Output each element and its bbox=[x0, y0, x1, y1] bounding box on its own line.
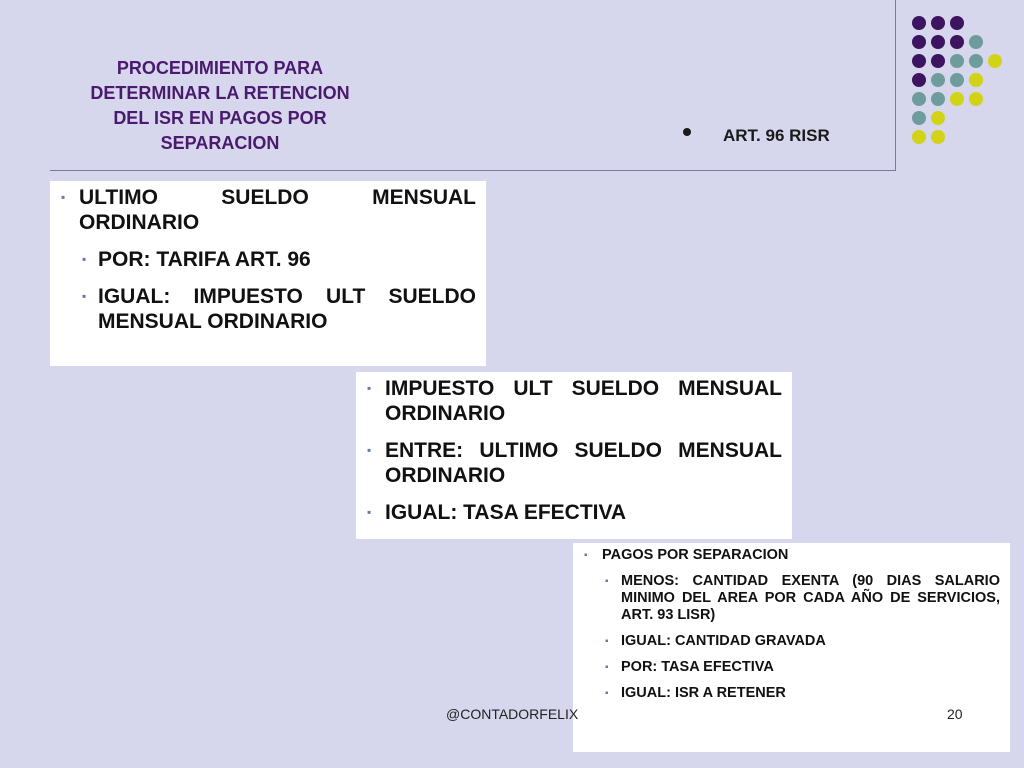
card3-item-4: ▪ POR: TASA EFECTIVA bbox=[605, 659, 774, 675]
step-card-1 bbox=[50, 181, 486, 366]
decorative-dot bbox=[931, 16, 945, 30]
decorative-dot bbox=[912, 54, 926, 68]
decorative-dot bbox=[931, 35, 945, 49]
square-bullet-icon: ▪ bbox=[584, 550, 588, 561]
card2-item-1: ▪ IMPUESTO ULT SUELDO MENSUAL ORDINARIO bbox=[367, 377, 782, 425]
decorative-dot bbox=[969, 92, 983, 106]
decorative-dot bbox=[912, 111, 926, 125]
decorative-horizontal-rule bbox=[50, 170, 896, 171]
square-bullet-icon: ▪ bbox=[605, 688, 609, 699]
decorative-dot bbox=[931, 111, 945, 125]
square-bullet-icon: ▪ bbox=[605, 636, 609, 647]
round-bullet-icon bbox=[683, 128, 691, 136]
card2-item-2: ▪ ENTRE: ULTIMO SUELDO MENSUAL ORDINARIO bbox=[367, 439, 782, 487]
decorative-dot bbox=[950, 73, 964, 87]
square-bullet-icon: ▪ bbox=[605, 576, 609, 587]
decorative-dot bbox=[912, 35, 926, 49]
footer-handle: @CONTADORFELIX bbox=[446, 706, 579, 722]
decorative-dot bbox=[950, 35, 964, 49]
slide-title: PROCEDIMIENTO PARA DETERMINAR LA RETENCION DEL ISR EN PAGOS POR SEPARACION bbox=[90, 58, 350, 153]
decorative-dot bbox=[931, 54, 945, 68]
decorative-dot bbox=[950, 16, 964, 30]
page-number: 20 bbox=[947, 706, 963, 722]
decorative-dot bbox=[950, 54, 964, 68]
decorative-dot bbox=[931, 130, 945, 144]
square-bullet-icon: ▪ bbox=[82, 252, 87, 266]
decorative-dot bbox=[912, 92, 926, 106]
card1-item-2: ▪ POR: TARIFA ART. 96 bbox=[82, 248, 311, 271]
decorative-dot bbox=[969, 35, 983, 49]
decorative-dot bbox=[969, 73, 983, 87]
card1-item-3: ▪ IGUAL: IMPUESTO ULT SUELDO MENSUAL ORDINARIO bbox=[82, 285, 476, 333]
decorative-dot bbox=[931, 73, 945, 87]
decorative-dot bbox=[912, 130, 926, 144]
step-card-2 bbox=[356, 372, 792, 539]
step-card-3 bbox=[573, 543, 1010, 752]
decorative-dot bbox=[931, 92, 945, 106]
card3-item-5: ▪ IGUAL: ISR A RETENER bbox=[605, 685, 786, 701]
square-bullet-icon: ▪ bbox=[82, 289, 87, 303]
decorative-dot bbox=[988, 54, 1002, 68]
square-bullet-icon: ▪ bbox=[367, 443, 372, 457]
card3-item-1: ▪ PAGOS POR SEPARACION bbox=[584, 547, 789, 563]
card1-item-1: ▪ ULTIMO SUELDO MENSUAL ORDINARIO bbox=[61, 186, 476, 234]
card3-item-2: ▪ MENOS: CANTIDAD EXENTA (90 DIAS SALARIO MINIMO DEL AREA POR CADA AÑO DE SERVICIOS, ART. 93 LISR) bbox=[605, 573, 1000, 623]
square-bullet-icon: ▪ bbox=[367, 381, 372, 395]
card3-item-3: ▪ IGUAL: CANTIDAD GRAVADA bbox=[605, 633, 826, 649]
article-reference: ART. 96 RISR bbox=[723, 126, 830, 145]
decorative-dot bbox=[912, 16, 926, 30]
decorative-dot bbox=[912, 73, 926, 87]
square-bullet-icon: ▪ bbox=[605, 662, 609, 673]
square-bullet-icon: ▪ bbox=[367, 505, 372, 519]
card2-item-3: ▪ IGUAL: TASA EFECTIVA bbox=[367, 501, 627, 524]
square-bullet-icon: ▪ bbox=[61, 190, 66, 204]
decorative-dot bbox=[950, 92, 964, 106]
decorative-dot bbox=[969, 54, 983, 68]
